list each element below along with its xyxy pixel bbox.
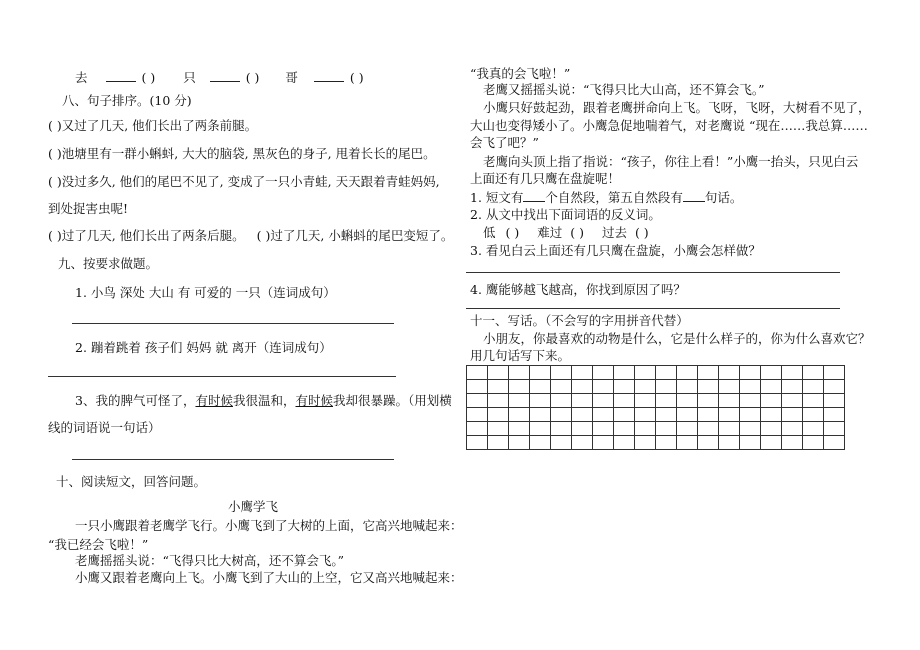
q9-answer-line-2[interactable] bbox=[48, 376, 396, 377]
grid-cell[interactable] bbox=[803, 394, 824, 408]
grid-cell[interactable] bbox=[509, 422, 530, 436]
grid-cell[interactable] bbox=[824, 394, 845, 408]
grid-cell[interactable] bbox=[551, 408, 572, 422]
antonym-word: 过去 bbox=[601, 225, 627, 240]
antonym-word: 低 bbox=[483, 225, 496, 240]
writing-grid[interactable] bbox=[466, 365, 845, 450]
grid-cell[interactable] bbox=[740, 408, 761, 422]
story-line: “我已经会飞啦！” bbox=[48, 537, 149, 552]
grid-cell[interactable] bbox=[698, 394, 719, 408]
grid-cell[interactable] bbox=[551, 422, 572, 436]
grid-cell[interactable] bbox=[572, 408, 593, 422]
q7-paren-3: ( ) bbox=[349, 70, 364, 85]
grid-row bbox=[467, 408, 845, 422]
grid-cell[interactable] bbox=[509, 436, 530, 450]
grid-cell[interactable] bbox=[635, 380, 656, 394]
grid-cell[interactable] bbox=[761, 422, 782, 436]
grid-cell[interactable] bbox=[530, 366, 551, 380]
grid-cell[interactable] bbox=[572, 436, 593, 450]
grid-cell[interactable] bbox=[614, 380, 635, 394]
grid-row bbox=[467, 394, 845, 408]
story-line: 大山也变得矮小了。小鹰急促地喘着气，对老鹰说 “现在……我总算…… bbox=[470, 118, 868, 133]
q9-sentence-3-cont: 线的词语说一句话） bbox=[48, 420, 161, 435]
grid-cell[interactable] bbox=[824, 422, 845, 436]
grid-cell[interactable] bbox=[488, 436, 509, 450]
grid-cell[interactable] bbox=[488, 380, 509, 394]
q7-char-3: 哥 bbox=[285, 70, 298, 85]
grid-cell[interactable] bbox=[761, 394, 782, 408]
grid-cell[interactable] bbox=[761, 380, 782, 394]
grid-cell[interactable] bbox=[677, 408, 698, 422]
grid-row bbox=[467, 436, 845, 450]
grid-cell[interactable] bbox=[467, 408, 488, 422]
grid-cell[interactable] bbox=[614, 436, 635, 450]
q8-paren[interactable]: ( ) bbox=[48, 146, 62, 161]
grid-cell[interactable] bbox=[635, 408, 656, 422]
grid-cell[interactable] bbox=[719, 366, 740, 380]
grid-cell[interactable] bbox=[719, 394, 740, 408]
grid-cell[interactable] bbox=[803, 422, 824, 436]
story-line: 老鹰又摇摇头说：“飞得只比大山高，还不算会飞。” bbox=[483, 82, 765, 97]
antonym-paren[interactable]: ( ) bbox=[570, 225, 584, 240]
q7-answer-line bbox=[75, 69, 364, 86]
grid-cell[interactable] bbox=[656, 380, 677, 394]
q10-question-1: 1. 短文有 个自然段，第五自然段有 句话。 bbox=[470, 190, 743, 205]
antonym-paren[interactable]: ( ) bbox=[505, 225, 520, 240]
q8-item-3-cont: 到处捉害虫呢! bbox=[48, 201, 129, 216]
grid-cell[interactable] bbox=[509, 366, 530, 380]
q8-paren[interactable]: ( ) bbox=[48, 174, 62, 189]
grid-cell[interactable] bbox=[488, 366, 509, 380]
q9-sentence-3: 3、我的脾气可怪了，有时候我很温和，有时候我却很暴躁。（用划横 bbox=[75, 393, 452, 408]
grid-cell[interactable] bbox=[530, 422, 551, 436]
story-line: 会飞了吧？” bbox=[470, 135, 539, 150]
story-line: 老鹰摇摇头说：“飞得只比大树高，还不算会飞。” bbox=[75, 553, 345, 568]
grid-cell[interactable] bbox=[656, 408, 677, 422]
grid-cell[interactable] bbox=[551, 394, 572, 408]
grid-cell[interactable] bbox=[698, 380, 719, 394]
grid-cell[interactable] bbox=[467, 422, 488, 436]
q7-paren-2: ( ) bbox=[245, 70, 260, 85]
q7-char-1: 去 bbox=[75, 70, 88, 85]
grid-cell[interactable] bbox=[635, 366, 656, 380]
q9-answer-line-1[interactable] bbox=[72, 323, 394, 324]
grid-cell[interactable] bbox=[782, 366, 803, 380]
grid-cell[interactable] bbox=[467, 366, 488, 380]
underlined-word: 有时候 bbox=[295, 393, 334, 408]
grid-cell[interactable] bbox=[698, 366, 719, 380]
grid-cell[interactable] bbox=[677, 380, 698, 394]
grid-cell[interactable] bbox=[782, 422, 803, 436]
grid-cell[interactable] bbox=[530, 408, 551, 422]
grid-cell[interactable] bbox=[677, 394, 698, 408]
grid-cell[interactable] bbox=[824, 366, 845, 380]
grid-cell[interactable] bbox=[698, 422, 719, 436]
grid-cell[interactable] bbox=[614, 422, 635, 436]
grid-cell[interactable] bbox=[551, 436, 572, 450]
grid-cell[interactable] bbox=[824, 380, 845, 394]
q10-question-2: 2. 从文中找出下面词语的反义词。 bbox=[470, 207, 661, 222]
grid-cell[interactable] bbox=[761, 436, 782, 450]
grid-cell[interactable] bbox=[530, 380, 551, 394]
q7-blank-3[interactable] bbox=[314, 69, 344, 82]
grid-cell[interactable] bbox=[824, 436, 845, 450]
q11-prompt-2: 用几句话写下来。 bbox=[470, 348, 571, 363]
grid-cell[interactable] bbox=[677, 422, 698, 436]
antonym-word: 难过 bbox=[537, 225, 563, 240]
grid-cell[interactable] bbox=[572, 394, 593, 408]
grid-cell[interactable] bbox=[614, 366, 635, 380]
q9-answer-line-3[interactable] bbox=[72, 459, 394, 460]
q7-blank-2[interactable] bbox=[210, 69, 240, 82]
story-line: 一只小鹰跟着老鹰学飞行。小鹰飞到了大树的上面，它高兴地喊起来： bbox=[75, 518, 463, 533]
q8-paren[interactable]: ( ) bbox=[48, 118, 62, 133]
grid-cell[interactable] bbox=[782, 380, 803, 394]
underlined-word: 有时候 bbox=[195, 393, 233, 408]
grid-cell[interactable] bbox=[635, 422, 656, 436]
grid-cell[interactable] bbox=[719, 436, 740, 450]
grid-cell[interactable] bbox=[656, 436, 677, 450]
grid-cell[interactable] bbox=[593, 422, 614, 436]
grid-cell[interactable] bbox=[509, 394, 530, 408]
grid-row bbox=[467, 380, 845, 394]
grid-cell[interactable] bbox=[530, 394, 551, 408]
grid-cell[interactable] bbox=[572, 422, 593, 436]
antonym-paren[interactable]: ( ) bbox=[634, 225, 649, 240]
grid-cell[interactable] bbox=[614, 408, 635, 422]
q11-prompt-1: 小朋友，你最喜欢的动物是什么，它是什么样子的，你为什么喜欢它？ bbox=[483, 331, 871, 346]
story-line: 上面还有几只鹰在盘旋呢！ bbox=[470, 171, 621, 186]
q8-item-1: ( )又过了几天, 他们长出了两条前腿。 bbox=[48, 118, 258, 133]
grid-cell[interactable] bbox=[551, 380, 572, 394]
grid-cell[interactable] bbox=[740, 436, 761, 450]
q7-blank-1[interactable] bbox=[106, 69, 136, 82]
answer-blank[interactable] bbox=[683, 189, 705, 202]
q8-title: 八、句子排序。(10 分) bbox=[62, 93, 192, 108]
q9-sentence-2: 2. 蹦着跳着 孩子们 妈妈 就 离开（连词成句） bbox=[75, 340, 332, 355]
grid-cell[interactable] bbox=[782, 436, 803, 450]
q10-question-4: 4. 鹰能够越飞越高，你找到原因了吗？ bbox=[470, 282, 686, 297]
q8-paren[interactable]: ( ) bbox=[256, 228, 271, 243]
grid-cell[interactable] bbox=[572, 380, 593, 394]
grid-cell[interactable] bbox=[593, 394, 614, 408]
grid-cell[interactable] bbox=[509, 380, 530, 394]
q11-title: 十一、写话。（不会写的字用拼音代替） bbox=[470, 313, 689, 328]
grid-cell[interactable] bbox=[614, 394, 635, 408]
grid-row bbox=[467, 422, 845, 436]
grid-cell[interactable] bbox=[698, 408, 719, 422]
q10-question-3: 3. 看见白云上面还有几只鹰在盘旋，小鹰会怎样做？ bbox=[470, 243, 761, 258]
grid-cell[interactable] bbox=[740, 366, 761, 380]
grid-cell[interactable] bbox=[467, 394, 488, 408]
grid-cell[interactable] bbox=[719, 422, 740, 436]
grid-cell[interactable] bbox=[488, 408, 509, 422]
story-line: 小鹰又跟着老鹰向上飞。小鹰飞到了大山的上空，它又高兴地喊起来： bbox=[75, 570, 463, 585]
grid-cell[interactable] bbox=[656, 366, 677, 380]
grid-cell[interactable] bbox=[488, 394, 509, 408]
grid-cell[interactable] bbox=[593, 408, 614, 422]
q8-paren[interactable]: ( ) bbox=[48, 228, 62, 243]
q10-answer-line-3[interactable] bbox=[466, 272, 840, 273]
grid-cell[interactable] bbox=[467, 436, 488, 450]
grid-cell[interactable] bbox=[551, 366, 572, 380]
grid-cell[interactable] bbox=[677, 366, 698, 380]
grid-row bbox=[467, 366, 845, 380]
grid-cell[interactable] bbox=[740, 422, 761, 436]
grid-cell[interactable] bbox=[803, 436, 824, 450]
q9-title: 九、按要求做题。 bbox=[58, 256, 159, 271]
grid-cell[interactable] bbox=[782, 408, 803, 422]
grid-cell[interactable] bbox=[677, 436, 698, 450]
grid-cell[interactable] bbox=[740, 394, 761, 408]
grid-cell[interactable] bbox=[740, 380, 761, 394]
grid-cell[interactable] bbox=[782, 394, 803, 408]
grid-cell[interactable] bbox=[635, 394, 656, 408]
grid-cell[interactable] bbox=[803, 380, 824, 394]
grid-cell[interactable] bbox=[593, 436, 614, 450]
story-title: 小鹰学飞 bbox=[228, 499, 279, 514]
q7-char-2: 只 bbox=[183, 70, 196, 85]
grid-cell[interactable] bbox=[509, 408, 530, 422]
antonym-row bbox=[483, 225, 649, 241]
q7-paren-1: ( ) bbox=[141, 70, 156, 85]
grid-cell[interactable] bbox=[656, 422, 677, 436]
grid-cell[interactable] bbox=[761, 366, 782, 380]
grid-cell[interactable] bbox=[803, 366, 824, 380]
q8-item-2: ( )池塘里有一群小蝌蚪, 大大的脑袋, 黑灰色的身子, 甩着长长的尾巴。 bbox=[48, 146, 436, 161]
grid-cell[interactable] bbox=[635, 436, 656, 450]
q8-item-3: ( )没过多久, 他们的尾巴不见了, 变成了一只小青蛙, 天天跟着青蛙妈妈, bbox=[48, 174, 440, 189]
grid-cell[interactable] bbox=[593, 380, 614, 394]
q10-answer-line-4[interactable] bbox=[466, 308, 840, 309]
grid-cell[interactable] bbox=[719, 380, 740, 394]
q10-title: 十、阅读短文，回答问题。 bbox=[56, 474, 207, 489]
grid-cell[interactable] bbox=[761, 408, 782, 422]
grid-cell[interactable] bbox=[698, 436, 719, 450]
grid-cell[interactable] bbox=[530, 436, 551, 450]
story-line: 老鹰向头顶上指了指说：“孩子，你往上看！”小鹰一抬头，只见白云 bbox=[483, 154, 859, 169]
grid-cell[interactable] bbox=[488, 422, 509, 436]
grid-cell[interactable] bbox=[719, 408, 740, 422]
grid-cell[interactable] bbox=[593, 366, 614, 380]
story-line: “我真的会飞啦！” bbox=[470, 66, 571, 81]
grid-cell[interactable] bbox=[467, 380, 488, 394]
grid-cell[interactable] bbox=[824, 408, 845, 422]
grid-cell[interactable] bbox=[572, 366, 593, 380]
q9-sentence-1: 1. 小鸟 深处 大山 有 可爱的 一只（连词成句） bbox=[75, 285, 336, 300]
story-line: 小鹰只好鼓起劲，跟着老鹰拼命向上飞。飞呀，飞呀，大树看不见了， bbox=[483, 100, 871, 115]
grid-cell[interactable] bbox=[803, 408, 824, 422]
q8-item-4: ( )过了几天, 他们长出了两条后腿。 ( )过了几天, 小蝌蚪的尾巴变短了。 bbox=[48, 228, 454, 243]
answer-blank[interactable] bbox=[523, 189, 545, 202]
grid-cell[interactable] bbox=[656, 394, 677, 408]
